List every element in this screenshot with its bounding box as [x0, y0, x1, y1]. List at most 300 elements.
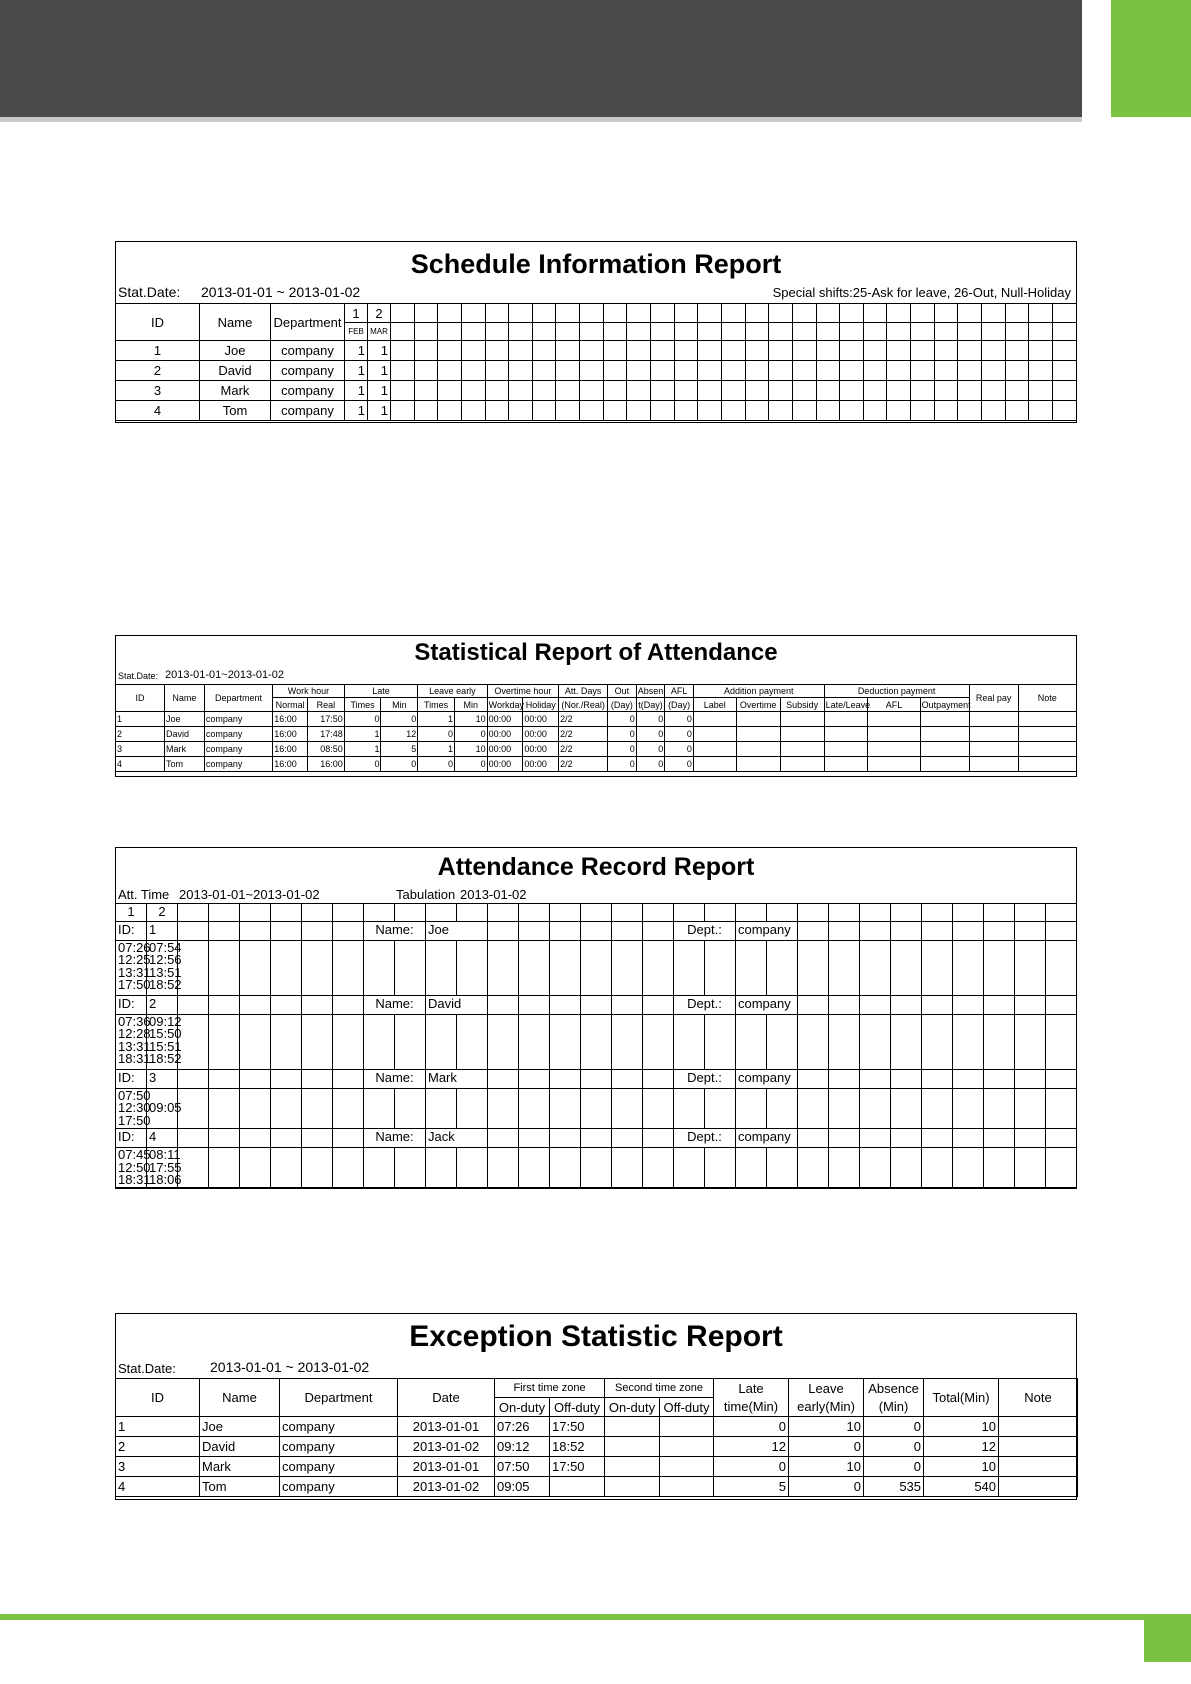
table-row	[116, 742, 1077, 757]
date-cell: 2013-01-01	[398, 1457, 495, 1477]
empty-cell	[705, 904, 736, 922]
col-header-absent: Absen	[637, 686, 664, 696]
empty-cell	[550, 922, 581, 941]
col-header-normal: Normal	[273, 698, 308, 712]
empty-cell	[271, 1015, 302, 1070]
col-header-deduction-payment: Deduction payment	[824, 685, 969, 698]
empty-cell	[863, 361, 887, 381]
exception-table	[115, 1378, 1078, 1497]
id-cell: 2	[116, 727, 165, 742]
empty-cell	[953, 922, 984, 941]
empty-cell	[509, 381, 533, 401]
empty-cell	[581, 1070, 612, 1089]
empty-cell	[519, 996, 550, 1015]
col-header-month-1: FEB	[345, 323, 368, 341]
empty-cell	[792, 361, 816, 381]
empty-cell	[603, 381, 627, 401]
empty-cell	[240, 904, 271, 922]
empty-cell	[745, 361, 769, 381]
empty-cell	[798, 922, 829, 941]
empty-cell	[1046, 941, 1077, 996]
empty-cell	[395, 904, 426, 922]
name-cell: Tom	[200, 1477, 280, 1497]
late-times-cell: 0	[344, 712, 381, 727]
day-2-cell: 1	[368, 341, 391, 361]
empty-cell	[209, 922, 240, 941]
empty-cell	[721, 381, 745, 401]
empty-cell	[612, 1129, 643, 1148]
empty-cell	[580, 304, 604, 323]
empty-cell	[798, 1015, 829, 1070]
empty-cell	[934, 341, 958, 361]
empty-cell	[829, 941, 860, 996]
empty-cell	[736, 1089, 767, 1129]
empty-cell	[426, 1015, 457, 1070]
col-header-on-duty-1: On-duty	[495, 1398, 550, 1417]
empty-cell	[438, 304, 462, 323]
empty-cell	[612, 904, 643, 922]
empty-cell	[705, 1089, 736, 1129]
punch-row	[116, 1015, 1077, 1070]
empty-cell	[840, 381, 864, 401]
empty-cell	[860, 1089, 891, 1129]
afl-cell: 0	[665, 742, 694, 757]
empty-cell	[581, 922, 612, 941]
empty-cell	[333, 904, 364, 922]
workday-cell: 00:00	[487, 712, 523, 727]
empty-cell	[271, 1089, 302, 1129]
empty-cell	[767, 904, 798, 922]
empty-cell	[178, 1070, 209, 1089]
col-header-department: Department	[204, 685, 272, 712]
empty-cell	[911, 341, 935, 361]
empty-cell	[532, 381, 556, 401]
off-duty-2-cell	[660, 1477, 714, 1497]
empty-cell	[891, 904, 922, 922]
footer-accent-block	[1144, 1620, 1191, 1662]
empty-cell	[271, 941, 302, 996]
empty-cell	[485, 361, 509, 381]
empty-cell	[674, 1148, 705, 1188]
att-days-cell: 2/2	[559, 742, 608, 757]
empty-cell	[745, 381, 769, 401]
empty-cell	[556, 341, 580, 361]
absent-cell: 0	[636, 712, 665, 727]
empty-cell	[887, 323, 911, 341]
empty-cell	[816, 401, 840, 421]
empty-cell	[364, 904, 395, 922]
empty-cell	[556, 401, 580, 421]
day-1-punches: 07:50 12:30 17:50	[116, 1089, 147, 1129]
empty-cell	[438, 361, 462, 381]
late-times-cell: 1	[344, 727, 381, 742]
table-row	[116, 341, 1077, 361]
empty-cell	[934, 381, 958, 401]
table-row	[116, 1477, 1078, 1497]
absent-cell: 0	[636, 742, 665, 757]
empty-cell	[736, 742, 780, 757]
empty-cell	[556, 304, 580, 323]
employee-header-row	[116, 1070, 1077, 1089]
empty-cell	[840, 361, 864, 381]
empty-cell	[816, 323, 840, 341]
att-days-cell: 2/2	[559, 727, 608, 742]
leave-cell: 10	[789, 1457, 864, 1477]
report-title: Statistical Report of Attendance	[414, 639, 778, 666]
department-cell: company	[204, 712, 272, 727]
col-header-late-min: Min	[381, 698, 418, 712]
day-2-punches: 09:05	[147, 1089, 178, 1129]
empty-cell	[519, 1129, 550, 1148]
header-band	[0, 0, 1082, 117]
empty-cell	[509, 323, 533, 341]
empty-cell	[1018, 727, 1076, 742]
special-shifts-note: Special shifts:25-Ask for leave, 26-Out, Null-Holiday	[772, 285, 1071, 300]
empty-cell	[1005, 361, 1029, 381]
col-header-name: Name	[200, 1379, 280, 1417]
schedule-information-report	[115, 241, 1077, 423]
late-min-cell: 12	[381, 727, 418, 742]
empty-cell	[612, 996, 643, 1015]
empty-cell	[863, 401, 887, 421]
empty-cell	[627, 381, 651, 401]
empty-cell	[863, 304, 887, 323]
empty-cell	[887, 401, 911, 421]
col-header-ded-afl: AFL	[868, 698, 920, 712]
empty-cell	[581, 1129, 612, 1148]
empty-cell	[581, 1089, 612, 1129]
empty-cell	[485, 401, 509, 421]
empty-cell	[580, 381, 604, 401]
empty-cell	[519, 904, 550, 922]
empty-cell	[532, 361, 556, 381]
empty-cell	[693, 712, 736, 727]
empty-cell	[829, 1015, 860, 1070]
empty-cell	[958, 304, 982, 323]
holiday-cell: 00:00	[523, 742, 559, 757]
empty-cell	[414, 323, 438, 341]
stat-date-label: Stat.Date:	[118, 1361, 176, 1376]
empty-cell	[461, 341, 485, 361]
empty-cell	[333, 1089, 364, 1129]
name-cell: Mark	[200, 381, 271, 401]
empty-cell	[674, 361, 698, 381]
employee-header-row	[116, 922, 1077, 941]
workday-cell: 00:00	[487, 757, 523, 772]
empty-cell	[767, 1148, 798, 1188]
empty-cell	[240, 941, 271, 996]
employee-header-row	[116, 1129, 1077, 1148]
empty-cell	[550, 904, 581, 922]
col-header-absence-sub: (Min)	[864, 1398, 924, 1417]
department-cell: company	[271, 381, 345, 401]
empty-cell	[395, 941, 426, 996]
empty-cell	[603, 401, 627, 421]
empty-cell	[414, 304, 438, 323]
leave-cell: 0	[789, 1477, 864, 1497]
out-cell: 0	[608, 727, 637, 742]
empty-cell	[840, 341, 864, 361]
empty-cell	[426, 1148, 457, 1188]
empty-cell	[698, 381, 722, 401]
col-header-outpayment: Outpayment	[921, 699, 971, 710]
empty-cell	[457, 1148, 488, 1188]
empty-cell	[922, 1070, 953, 1089]
empty-cell	[209, 941, 240, 996]
empty-cell	[982, 341, 1006, 361]
employee-dept: company	[736, 1129, 798, 1148]
empty-cell	[860, 1070, 891, 1089]
empty-cell	[1029, 381, 1053, 401]
name-cell: David	[165, 727, 205, 742]
empty-cell	[824, 712, 868, 727]
empty-cell	[509, 341, 533, 361]
empty-cell	[911, 401, 935, 421]
empty-cell	[721, 323, 745, 341]
empty-cell	[769, 401, 793, 421]
empty-cell	[674, 381, 698, 401]
empty-cell	[958, 341, 982, 361]
department-cell: company	[271, 341, 345, 361]
empty-cell	[488, 1148, 519, 1188]
empty-cell	[519, 941, 550, 996]
off-duty-1-cell: 17:50	[550, 1417, 605, 1437]
empty-cell	[178, 941, 209, 996]
empty-cell	[391, 304, 415, 323]
empty-cell	[698, 323, 722, 341]
empty-cell	[178, 1129, 209, 1148]
empty-cell	[651, 361, 675, 381]
empty-cell	[414, 381, 438, 401]
empty-cell	[651, 323, 675, 341]
empty-cell	[693, 757, 736, 772]
empty-cell	[1015, 1070, 1046, 1089]
empty-cell	[829, 1089, 860, 1129]
col-header-late: Late	[714, 1379, 789, 1398]
attendance-record-table	[115, 903, 1077, 1188]
day-1-cell: 1	[345, 401, 368, 421]
table-row	[116, 1457, 1078, 1477]
empty-cell	[1015, 922, 1046, 941]
empty-cell	[674, 341, 698, 361]
empty-cell	[556, 381, 580, 401]
empty-cell	[984, 922, 1015, 941]
empty-cell	[698, 361, 722, 381]
empty-cell	[984, 1015, 1015, 1070]
empty-cell	[581, 941, 612, 996]
afl-cell: 0	[665, 712, 694, 727]
day-1-cell: 1	[345, 381, 368, 401]
empty-cell	[953, 1070, 984, 1089]
day-2-cell: 1	[368, 361, 391, 381]
empty-cell	[519, 922, 550, 941]
on-duty-1-cell: 09:05	[495, 1477, 550, 1497]
empty-cell	[532, 401, 556, 421]
leave-times-cell: 0	[418, 757, 455, 772]
empty-cell	[1046, 1015, 1077, 1070]
empty-cell	[982, 361, 1006, 381]
empty-cell	[829, 1148, 860, 1188]
empty-cell	[816, 381, 840, 401]
col-header-subsidy: Subsidy	[780, 698, 824, 712]
exception-statistic-report	[115, 1313, 1077, 1500]
leave-times-cell: 1	[418, 742, 455, 757]
header-shadow	[0, 117, 1082, 122]
schedule-table	[115, 303, 1077, 421]
empty-cell	[271, 904, 302, 922]
empty-cell	[302, 1148, 333, 1188]
stat-date-value: 2013-01-01~2013-01-02	[165, 669, 284, 681]
col-header-date: Date	[398, 1379, 495, 1417]
empty-cell	[643, 1129, 674, 1148]
leave-cell: 0	[789, 1437, 864, 1457]
empty-cell	[922, 996, 953, 1015]
normal-cell: 16:00	[273, 712, 308, 727]
empty-cell	[485, 304, 509, 323]
att-time-label: Att. Time	[118, 887, 170, 902]
empty-cell	[395, 1015, 426, 1070]
empty-cell	[868, 727, 920, 742]
header-accent-block	[1111, 0, 1191, 117]
table-row	[116, 1417, 1078, 1437]
empty-cell	[612, 922, 643, 941]
table-row	[116, 727, 1077, 742]
empty-cell	[426, 1089, 457, 1129]
empty-cell	[488, 922, 519, 941]
empty-cell	[1005, 381, 1029, 401]
day-header-row	[116, 904, 1077, 922]
empty-cell	[643, 922, 674, 941]
statistical-table	[115, 684, 1077, 772]
day-2-header: 2	[147, 904, 178, 922]
empty-cell	[485, 341, 509, 361]
name-cell: David	[200, 1437, 280, 1457]
empty-cell	[643, 1070, 674, 1089]
holiday-cell: 00:00	[523, 757, 559, 772]
stat-date-label: Stat.Date:	[118, 284, 181, 300]
empty-cell	[745, 304, 769, 323]
empty-cell	[240, 1089, 271, 1129]
empty-cell	[780, 757, 824, 772]
empty-cell	[532, 323, 556, 341]
name-cell: Joe	[200, 1417, 280, 1437]
empty-cell	[271, 1129, 302, 1148]
id-cell: 4	[116, 1477, 200, 1497]
empty-cell	[550, 1089, 581, 1129]
empty-cell	[627, 304, 651, 323]
empty-cell	[1015, 904, 1046, 922]
empty-cell	[920, 757, 969, 772]
empty-cell	[891, 1129, 922, 1148]
empty-cell	[1052, 341, 1076, 361]
stat-date-label: Stat.Date:	[118, 671, 159, 681]
empty-cell	[488, 1070, 519, 1089]
day-2-cell: 1	[368, 401, 391, 421]
empty-cell	[461, 381, 485, 401]
dept-label: Dept.:	[674, 922, 736, 941]
empty-cell	[488, 904, 519, 922]
punch-row	[116, 1148, 1077, 1188]
workday-cell: 00:00	[487, 727, 523, 742]
empty-cell	[488, 996, 519, 1015]
attendance-record-report	[115, 847, 1077, 1189]
empty-cell	[603, 361, 627, 381]
empty-cell	[302, 1089, 333, 1129]
col-header-addition-payment: Addition payment	[693, 685, 824, 698]
empty-cell	[302, 1129, 333, 1148]
col-header-off-duty-2: Off-duty	[660, 1398, 714, 1417]
name-label: Name:	[364, 996, 426, 1015]
empty-cell	[767, 1015, 798, 1070]
empty-cell	[736, 904, 767, 922]
empty-cell	[982, 381, 1006, 401]
id-cell: 3	[116, 742, 165, 757]
empty-cell	[271, 996, 302, 1015]
empty-cell	[792, 304, 816, 323]
empty-cell	[1046, 1089, 1077, 1129]
empty-cell	[674, 941, 705, 996]
empty-cell	[438, 401, 462, 421]
att-days-cell: 2/2	[559, 712, 608, 727]
afl-cell: 0	[665, 757, 694, 772]
table-row	[116, 757, 1077, 772]
absence-cell: 535	[864, 1477, 924, 1497]
empty-cell	[911, 323, 935, 341]
empty-cell	[922, 922, 953, 941]
empty-cell	[438, 341, 462, 361]
empty-cell	[798, 1070, 829, 1089]
table-row	[116, 712, 1077, 727]
empty-cell	[934, 361, 958, 381]
empty-cell	[612, 1015, 643, 1070]
empty-cell	[627, 401, 651, 421]
col-header-department: Department	[280, 1379, 398, 1417]
col-header-afl-sub: (Day)	[665, 698, 694, 712]
empty-cell	[721, 361, 745, 381]
empty-cell	[745, 401, 769, 421]
col-header-total: Total(Min)	[924, 1379, 999, 1417]
empty-cell	[863, 381, 887, 401]
empty-cell	[984, 1089, 1015, 1129]
col-header-leave: Leave	[789, 1379, 864, 1398]
col-header-add-overtime: Overtime	[736, 698, 780, 712]
empty-cell	[953, 941, 984, 996]
empty-cell	[240, 996, 271, 1015]
note-cell	[999, 1417, 1078, 1437]
empty-cell	[581, 904, 612, 922]
empty-cell	[792, 341, 816, 361]
empty-cell	[395, 1089, 426, 1129]
empty-cell	[798, 1089, 829, 1129]
empty-cell	[240, 1015, 271, 1070]
employee-header-row	[116, 996, 1077, 1015]
empty-cell	[693, 742, 736, 757]
empty-cell	[780, 727, 824, 742]
table-row	[116, 1437, 1078, 1457]
empty-cell	[509, 361, 533, 381]
empty-cell	[519, 1015, 550, 1070]
absent-cell: 0	[636, 727, 665, 742]
empty-cell	[643, 1089, 674, 1129]
empty-cell	[891, 1070, 922, 1089]
empty-cell	[798, 996, 829, 1015]
statistical-attendance-report	[115, 635, 1077, 777]
empty-cell	[302, 1070, 333, 1089]
id-label: ID:	[116, 922, 147, 941]
empty-cell	[643, 941, 674, 996]
col-header-leave-min: Min	[454, 698, 487, 712]
id-cell: 4	[116, 401, 200, 421]
